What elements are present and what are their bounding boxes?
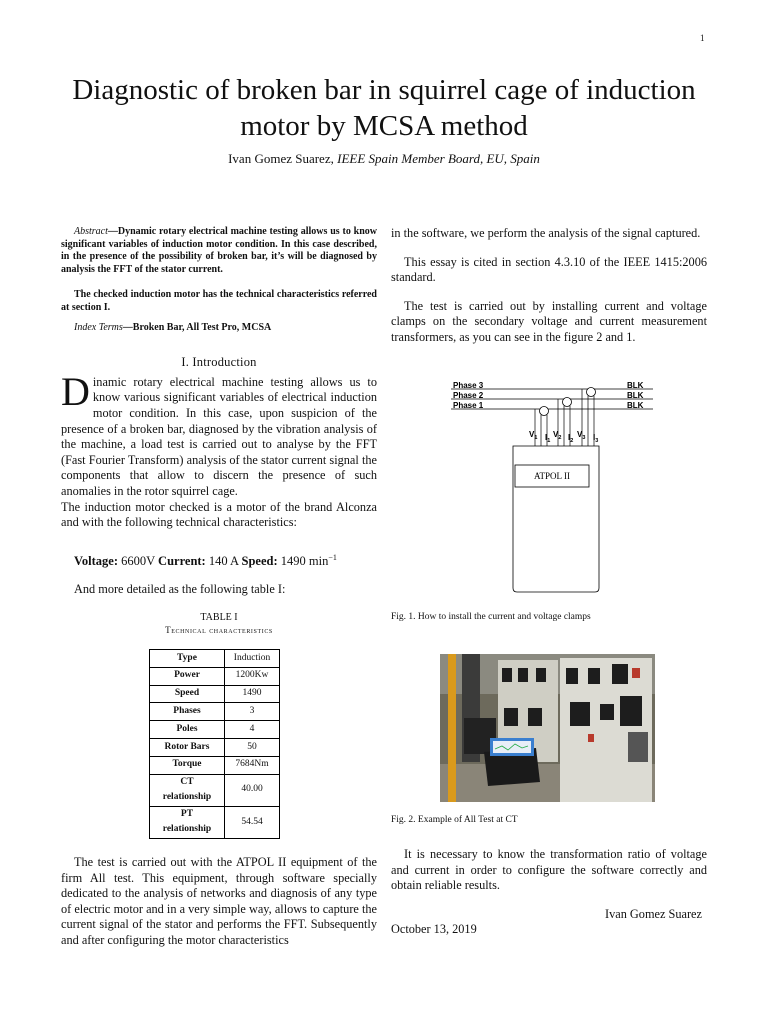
- page-number: 1: [700, 33, 705, 43]
- table-cell-key: Rotor Bars: [150, 739, 225, 757]
- v2-label: $V_2$: [553, 430, 562, 441]
- intro-paragraph: [61, 368, 377, 500]
- figure-1-diagram: [447, 378, 657, 598]
- table-row: [150, 703, 280, 721]
- abstract: [61, 226, 377, 276]
- table-cell-key: Type: [150, 650, 225, 668]
- figure-2-caption: Fig. 2. Example of All Test at CT: [391, 815, 518, 825]
- table-intro: And more detailed as the following table I:: [74, 582, 286, 597]
- blk-label-1: BLK: [627, 381, 644, 390]
- blk-label-3: BLK: [627, 401, 644, 410]
- author-signature: Ivan Gomez Suarez: [605, 907, 702, 921]
- table-cell-value: 3: [225, 703, 280, 721]
- speed-exponent: −1: [328, 552, 337, 562]
- v1-label: $V_1$: [529, 430, 538, 441]
- phase3-label: Phase 3: [453, 381, 484, 390]
- table-row: [150, 650, 280, 668]
- table-row: [150, 685, 280, 703]
- figure-2-photo: [440, 654, 655, 802]
- table-cell-value: 40.00: [225, 774, 280, 806]
- blk-label-2: BLK: [627, 391, 644, 400]
- i3-label: $I_3$: [593, 433, 599, 444]
- abstract-text: —Dynamic rotary electrical machine testing allows us to know significant variables of induction motor condition. In this case described, in the presence of the possibility of broken bar, it’s will be diagnosed by analysis the FFT of the stator current.: [61, 226, 377, 275]
- clamp-circle-3: [587, 388, 596, 397]
- intro-text: inamic rotary electrical machine testing allows us to know various significant variables of electrical induction motor condition. In this case, upon suspicion of the presence of a broken bar, diagnosed by the vibration analysis of the machine, a load test is carried out to analyse by the FFT (Fast Fourier Transform) analysis of the stator current signal the components that allow to discern the presence of such anomalies in the rotor squirrel cage.: [61, 374, 377, 498]
- figure-1-caption: Fig. 1. How to install the current and voltage clamps: [391, 612, 591, 622]
- table-cell-value: Induction: [225, 650, 280, 668]
- section-heading-introduction: I. Introduction: [181, 355, 257, 370]
- table-cell-key: PT relationship: [150, 806, 225, 838]
- i1-label: $I_1$: [545, 433, 551, 444]
- table-row: [150, 721, 280, 739]
- drop-cap: D: [61, 368, 90, 414]
- table-caption: TABLE I: [200, 612, 238, 624]
- right-paragraph-1: in the software, we perform the analysis of the signal captured.: [391, 226, 701, 240]
- table-subcaption-text: Technical characteristics: [165, 625, 273, 636]
- index-terms: [61, 322, 377, 335]
- table-cell-key: CT relationship: [150, 774, 225, 806]
- right-column: [391, 226, 707, 346]
- table-cell-value: 4: [225, 721, 280, 739]
- v3-label: $V_3$: [577, 430, 586, 441]
- ct-photo-illustration: [440, 654, 655, 802]
- motor-spec-line: [61, 550, 377, 570]
- index-terms-label: Index Terms: [74, 321, 123, 333]
- table-row: [150, 739, 280, 757]
- table-row: [150, 774, 280, 806]
- clamp-circles: [540, 388, 596, 416]
- speed-label: Speed:: [241, 553, 278, 568]
- index-terms-text: —Broken Bar, All Test Pro, MCSA: [122, 321, 272, 333]
- device-label: ATPOL II: [534, 471, 570, 481]
- table-row: [150, 667, 280, 685]
- table-cell-key: Phases: [150, 703, 225, 721]
- clamp-circle-1: [540, 407, 549, 416]
- left-column: [61, 226, 377, 949]
- paper-title: Diagnostic of broken bar in squirrel cage of induction motor by MCSA method: [72, 74, 696, 142]
- table-cell-key: Poles: [150, 721, 225, 739]
- atpol-paragraph: The test is carried out with the ATPOL II equipment of the firm All test. This equipment, through software specially dedicated to the analysis of networks and diagnosis of any type of electric motor and in a very simple way, allows to capture the current signal of the stator and performs the FFT. Subsequently and after configuring the motor characteristics: [61, 854, 377, 947]
- table-cell-value: 1490: [225, 685, 280, 703]
- right-paragraph-2: This essay is cited in section 4.3.10 of the IEEE 1415:2006 standard.: [391, 254, 707, 285]
- right-paragraph-3: The test is carried out by installing current and voltage clamps on the secondary voltage and current measurement transformers, as you can see in the figure 2 and 1.: [391, 298, 707, 344]
- current-label: Current:: [158, 553, 206, 568]
- table-row: [150, 756, 280, 774]
- right-paragraph-4: It is necessary to know the transformation ratio of voltage and current in order to configure the software correctly and obtain reliable results.: [391, 847, 707, 893]
- abstract-label: Abstract: [74, 226, 108, 237]
- phase2-label: Phase 2: [453, 391, 484, 400]
- table-cell-key: Speed: [150, 685, 225, 703]
- table-row: [150, 806, 280, 838]
- clamp-circle-2: [563, 398, 572, 407]
- voltage-value: 6600V: [121, 553, 155, 568]
- table-cell-value: 50: [225, 739, 280, 757]
- current-value: 140 A: [208, 553, 239, 568]
- voltage-label: Voltage:: [74, 553, 118, 568]
- table-cell-value: 7684Nm: [225, 756, 280, 774]
- i2-label: $I_2$: [568, 433, 574, 444]
- speed-value: 1490 min: [280, 553, 329, 568]
- table-subcaption: [61, 624, 377, 636]
- document-date: October 13, 2019: [391, 922, 477, 936]
- table-cell-key: Power: [150, 667, 225, 685]
- table-cell-value: 1200Kw: [225, 667, 280, 685]
- author-line: [60, 151, 708, 167]
- author-affiliation: IEEE Spain Member Board, EU, Spain: [337, 151, 540, 166]
- technical-characteristics-table: [149, 649, 280, 839]
- abstract-characteristics: The checked induction motor has the technical characteristics referred at section I.: [61, 289, 377, 313]
- table-cell-key: Torque: [150, 756, 225, 774]
- phase1-label: Phase 1: [453, 401, 484, 410]
- intro-paragraph-2: The induction motor checked is a motor of the brand Alconza and with the following technical characteristics:: [61, 499, 377, 530]
- table-cell-value: 54.54: [225, 806, 280, 838]
- author-name: Ivan Gomez Suarez,: [228, 151, 334, 166]
